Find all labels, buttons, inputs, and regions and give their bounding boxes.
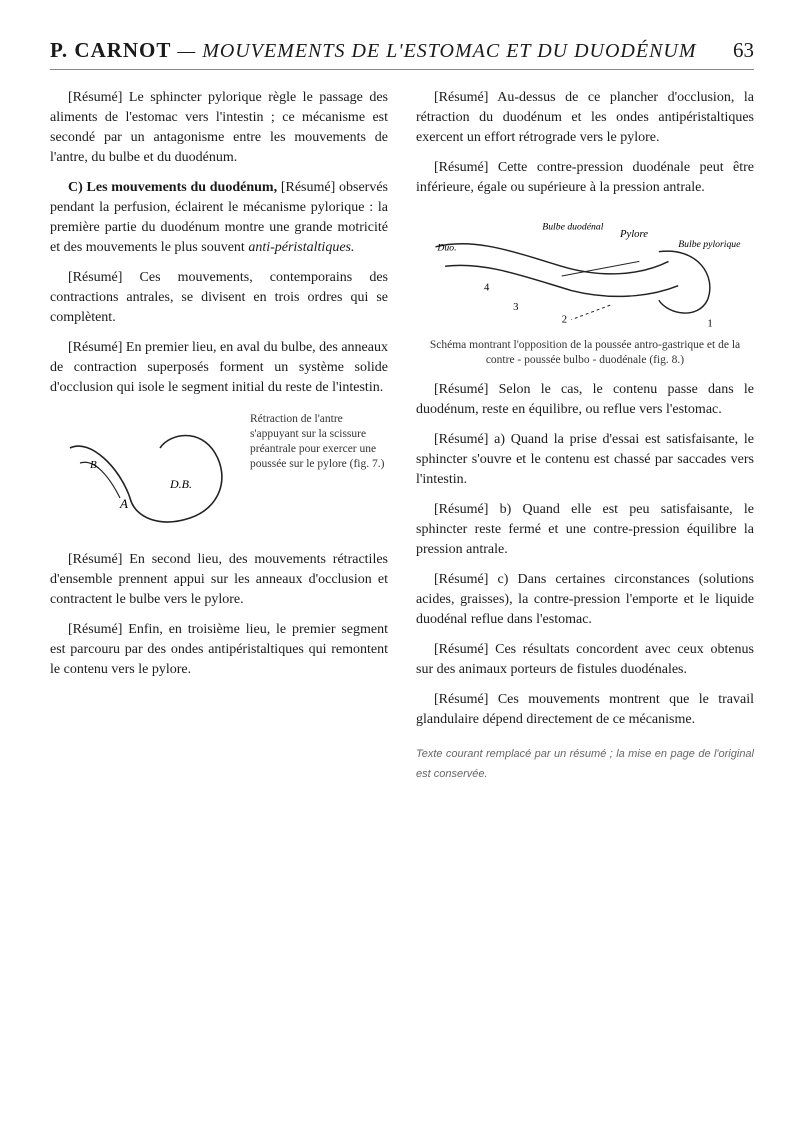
paragraph: [Résumé] Enfin, en troisième lieu, le premier segment est parcouru par des ondes antipéristaltiques qui remontent le contenu vers le pylore. bbox=[50, 622, 388, 677]
fig8-number-3: 3 bbox=[513, 300, 519, 313]
page-number: 63 bbox=[733, 38, 754, 62]
fig8-label-bulbe: Bulbe duodénal bbox=[542, 221, 604, 233]
fig8-label-pylore: Pylore bbox=[619, 228, 649, 241]
summary-note: Texte courant remplacé par un résumé ; la mise en page de l'original est conservée. bbox=[416, 748, 754, 781]
paragraph: [Résumé] Ces mouvements, contemporains des contractions antrales, se divisent en trois ordres qui se complètent. bbox=[50, 270, 388, 325]
paragraph: [Résumé] c) Dans certaines circonstances (solutions acides, graisses), la contre-pression l'emporte et le liquide duodénal reflue dans l'estomac. bbox=[416, 572, 754, 628]
paragraph: [Résumé] Ces mouvements montrent que le travail glandulaire dépend directement de ce mécanisme. bbox=[416, 692, 754, 728]
paragraph: [Résumé] En second lieu, des mouvements rétractiles d'ensemble prennent appui sur les anneaux d'occlusion et contractent le bulbe vers le pylore. bbox=[50, 552, 388, 607]
figure-7 bbox=[50, 408, 388, 538]
fig8-number-1: 1 bbox=[707, 317, 713, 330]
fig8-number-2: 2 bbox=[561, 313, 568, 326]
paragraph: [Résumé] Cette contre-pression duodénale peut être inférieure, égale ou supérieure à la pression antrale. bbox=[416, 160, 754, 195]
paragraph-text: [Résumé] observés pendant la perfusion, éclairent le mécanisme pylorique : la première partie du duodénum montre une grande motricité et des mouvements le plus souvent bbox=[50, 180, 388, 255]
two-column-body bbox=[50, 88, 754, 794]
fig8-label-bulbe-pylorique: Bulbe pylorique bbox=[678, 238, 741, 250]
paragraph: [Résumé] a) Quand la prise d'essai est satisfaisante, le sphincter s'ouvre et le contenu est chassé par saccades vers l'intestin. bbox=[416, 432, 754, 488]
paragraph: [Résumé] Ces résultats concordent avec ceux obtenus sur des animaux porteurs de fistules duodénales. bbox=[416, 642, 754, 678]
paragraph bbox=[50, 178, 388, 258]
fig8-label-duo: Duo. bbox=[437, 242, 457, 254]
right-column bbox=[416, 88, 754, 794]
paragraph: [Résumé] En premier lieu, en aval du bulbe, des anneaux de contraction superposés forment un système solide d'occlusion qui isole le segment initial du reste de l'intestin. bbox=[50, 340, 388, 395]
header-author: P. CARNOT bbox=[50, 38, 172, 62]
paragraph-quote: anti-péristaltiques. bbox=[248, 240, 355, 255]
header-title: — MOUVEMENTS DE L'ESTOMAC ET DU DUODÉNUM bbox=[177, 40, 697, 62]
fig8-number-4: 4 bbox=[484, 281, 490, 294]
figure-8-caption: Schéma montrant l'opposition de la poussée antro-gastrique et de la contre - poussée bulbo - duodénale (fig. 8.) bbox=[429, 339, 741, 367]
figure-8-drawing bbox=[416, 208, 754, 334]
figure-7-caption: Rétraction de l'antre s'appuyant sur la scissure préantrale pour exercer une poussée sur le pylore (fig. 7.) bbox=[250, 413, 385, 470]
paragraph: [Résumé] b) Quand elle est peu satisfaisante, le sphincter reste fermé et une contre-pression équilibre la pression antrale. bbox=[416, 502, 754, 558]
running-header bbox=[50, 38, 754, 70]
paragraph: [Résumé] Le sphincter pylorique règle le passage des aliments de l'estomac vers l'intestin ; ce mécanisme est secondé par un antagonisme entre les mouvements de l'antre, du bulbe et du duodénum. bbox=[50, 90, 388, 165]
paragraph: [Résumé] Au-dessus de ce plancher d'occlusion, la rétraction du duodénum et les ondes antipéristaltiques exercent un effort rétrograde vers le pylore. bbox=[416, 90, 754, 145]
figure-8 bbox=[416, 208, 754, 368]
svg-text:A: A bbox=[120, 496, 128, 511]
paragraph: [Résumé] Selon le cas, le contenu passe dans le duodénum, reste en équilibre, ou reflue vers l'estomac. bbox=[416, 382, 754, 418]
section-heading: C) Les mouvements du duodénum, bbox=[68, 180, 278, 195]
figure-7-drawing bbox=[50, 408, 240, 538]
svg-text:D.B.: D.B. bbox=[170, 477, 192, 491]
svg-text:B.: B. bbox=[90, 459, 100, 471]
left-column bbox=[50, 88, 388, 794]
